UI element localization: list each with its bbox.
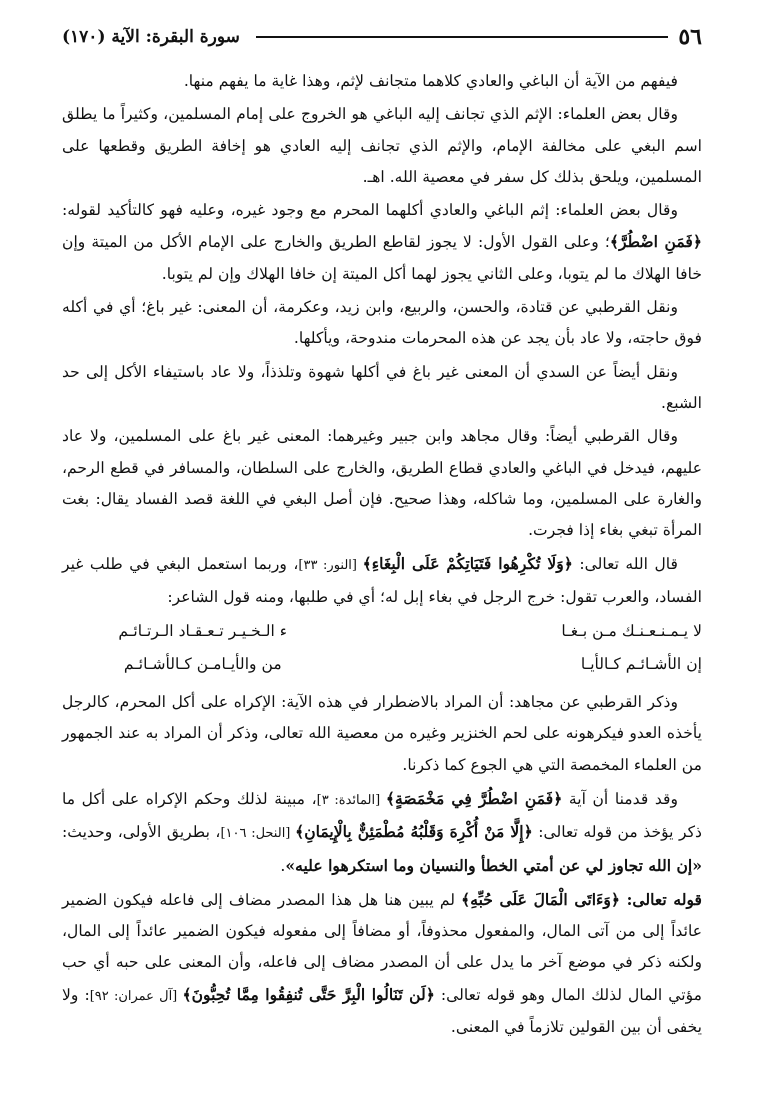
page-number: ٥٦ [678, 24, 702, 50]
paragraph-7-before: قال الله تعالى: [572, 555, 678, 574]
poem-hemistich-first: لا يـمـنـعـنـك مـن بـغـا [561, 622, 702, 641]
paragraph-10 [62, 884, 702, 1043]
quran-verse: ﴿إِلَّا مَنْ أُكْرِهَ وَقَلْبُهُ مُطْمَئِنٌّ بِالْإِيمَانِ﴾ [295, 822, 533, 842]
paragraph-7 [62, 548, 702, 613]
page-header [62, 22, 702, 52]
surah-title: سورة البقرة: الآية (١٧٠) [62, 27, 240, 47]
paragraph-4: ونقل القرطبي عن قتادة، والحسن، والربيع، وابن زيد، وعكرمة، أن المعنى: غير باغ؛ أي في أكله فوق حاجته، ولا عاد بأن يجد عن هذه المحرمات مندوحة، ويأكلها. [62, 298, 702, 348]
verse-reference: [النحل: ١٠٦] [220, 826, 296, 842]
header-rule [256, 36, 669, 38]
hadith-quote: «إن الله تجاوز لي عن أمتي الخطأ والنسيان وما استكرهوا عليه» [285, 855, 702, 875]
quran-verse: ﴿لَن تَنَالُوا الْبِرَّ حَتَّى تُنفِقُوا مِمَّا تُحِبُّونَ﴾ [182, 984, 435, 1004]
quran-verse: ﴿فَمَنِ اضْطُرَّ فِي مَخْمَصَةٍ﴾ [385, 788, 563, 808]
quran-verse: ﴿فَمَنِ اضْطُرَّ﴾ [609, 232, 703, 252]
paragraph-5: ونقل أيضاً عن السدي أن المعنى غير باغ في أكلها شهوة وتلذذاً، ولا عاد باستيفاء الأكل إلى حد الشبع. [62, 362, 702, 412]
poem-line [62, 648, 702, 681]
poem-hemistich-first: إن الأشـائـم كـالأيـا [580, 655, 702, 674]
poem-hemistich-second: من والأيـامـن كـالأشـائـم [123, 655, 282, 674]
quran-verse: ﴿وَءَاتَى الْمَالَ عَلَى حُبِّهِ﴾ [461, 889, 621, 909]
paragraph-2: وقال بعض العلماء: الإثم الذي تجانف إليه الباغي هو الخروج على إمام المسلمين، وكثيراً ما يطلق اسم البغي على مخالفة الإمام، والإثم الذي تجانف إليه العادي هو إخافة الطريق وقطعها على المسلمين، ويلحق بذلك كل سفر في معصية الله. اهـ. [62, 105, 702, 186]
verse-reference: [آل عمران: ٩٢] [89, 988, 183, 1004]
paragraph-10-after: : ولا يخفى أن بين القولين تلازماً في المعنى. [62, 985, 702, 1037]
paragraph-9 [62, 783, 702, 882]
page-content [62, 66, 702, 1043]
quran-verse: ﴿وَلَا تُكْرِهُوا فَتَيَاتِكُمْ عَلَى الْبِغَاءِ﴾ [362, 554, 573, 574]
paragraph-6: وقال القرطبي أيضاً: وقال مجاهد وابن جبير وغيرهما: المعنى غير باغ على المسلمين، ولا عاد عليهم، فيدخل في الباغي والعادي قطاع الطريق، والخارج على السلطان، والمسافر في قطع الرحم، والغارة على المسلمين، وما شاكله، وهذا صحيح. فإن أصل البغي في اللغة قصد الفساد يقال: بغت المرأة تبغي بغاء إذا فجرت. [62, 427, 702, 540]
paragraph-10-mid: لم يبين هنا هل هذا المصدر مضاف إلى فاعله فيكون الضمير عائداً إلى من آتى المال، والمفعول محذوفاً، أو مضافاً إلى مفعوله فيكون الضمير عائداً إلى المال، ولكنه ذكر في موضع آخر ما يدل على أن المصدر مضاف إلى فاعله، وأن المعنى على حبه أي حب مؤتي المال لذلك المال وهو قوله تعالى: [62, 890, 703, 1004]
verse-reference: [المائدة: ٣] [316, 792, 386, 808]
poem-hemistich-second: ء الـخـيـر تـعـقـاد الـرتـائـم [118, 622, 288, 641]
paragraph-1: فيفهم من الآية أن الباغي والعادي كلاهما متجانف لإثم، وهذا غاية ما يفهم منها. [183, 72, 678, 90]
poem-line [62, 615, 702, 648]
paragraph-9-mid: ، مبينة لذلك وحكم الإكراه على أكل ما ذكر يؤخذ من قوله تعالى: [62, 789, 702, 842]
section-lead: قوله تعالى: [620, 889, 702, 909]
paragraph-8: وذكر القرطبي عن مجاهد: أن المراد بالاضطرار في هذه الآية: الإكراه على أكل المحرم، كالرجل يأخذه العدو فيكرهونه على لحم الخنزير وغيره من معصية الله تعالى، وذكر أن المراد به عند الجمهور من العلماء المخمصة التي هي الجوع كما ذكرنا. [62, 693, 702, 774]
paragraph-9-before: وقد قدمنا أن آية [562, 789, 678, 808]
paragraph-3 [62, 195, 702, 290]
paragraph-3-after: ؛ وعلى القول الأول: لا يجوز لقاطع الطريق والخارج على الإمام الأكل من الميتة وإن خافا الهلاك ما لم يتوبا، وعلى الثاني يجوز لهما أكل الميتة إن خافا الهلاك وإن لم يتوبا. [62, 233, 702, 283]
poem [62, 615, 702, 681]
verse-reference: [النور: ٣٣] [298, 558, 363, 574]
paragraph-9-mid2: ، بطريق الأولى، وحديث: [62, 823, 221, 842]
book-page [62, 22, 702, 1088]
paragraph-7-after: ، وربما استعمل البغي في طلب غير الفساد، والعرب تقول: خرج الرجل في بغاء إبل له؛ أي في طلبها، ومنه قول الشاعر: [62, 555, 702, 606]
paragraph-3-before: وقال بعض العلماء: إثم الباغي والعادي أكلهما المحرم مع وجود غيره، وعليه فهو كالتأكيد لقوله: [62, 201, 678, 220]
paragraph-9-after: . [280, 856, 286, 875]
